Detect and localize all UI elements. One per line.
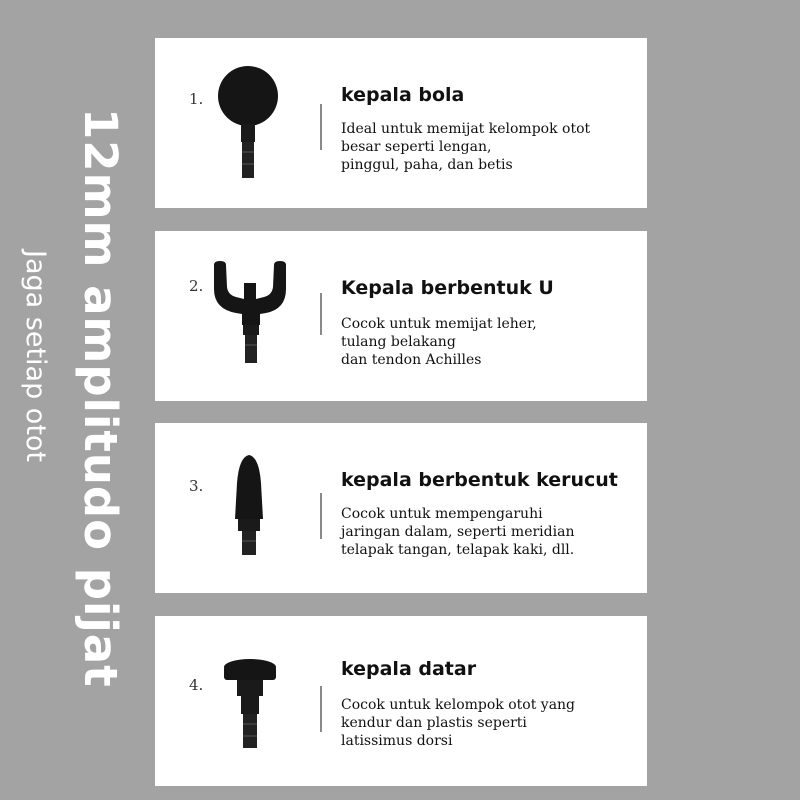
ball-head-icon [217,64,281,182]
cone-head-icon [231,453,271,559]
item-number: 4. [189,676,204,694]
divider-line [320,686,322,732]
card-cone-head [155,423,647,593]
item-description: Ideal untuk memijat kelompok otot besar seperti lengan, pinggul, paha, dan betis [341,121,591,173]
item-description: Cocok untuk memijat leher, tulang belakang dan tendon Achilles [341,316,537,368]
item-heading: kepala bola [341,84,465,106]
item-description: Cocok untuk mempengaruhi jaringan dalam, seperti meridian telapak tangan, telapak kaki, dll. [341,506,575,558]
card-flat-head [155,616,647,786]
item-number: 1. [189,90,204,108]
side-title: 12mm amplitudo pijat [74,108,127,688]
divider-line [320,293,322,335]
item-heading: kepala datar [341,658,477,680]
card-ball-head [155,38,647,208]
flat-head-icon [221,658,281,752]
side-subtitle: Jaga setiap otot [20,250,51,463]
item-number: 3. [189,477,204,495]
card-u-head [155,231,647,401]
divider-line [320,493,322,539]
divider-line [320,104,322,150]
item-number: 2. [189,277,204,295]
u-head-icon [210,259,292,369]
item-heading: Kepala berbentuk U [341,277,554,299]
item-heading: kepala berbentuk kerucut [341,469,618,491]
item-description: Cocok untuk kelompok otot yang kendur dan plastis seperti latissimus dorsi [341,697,576,749]
